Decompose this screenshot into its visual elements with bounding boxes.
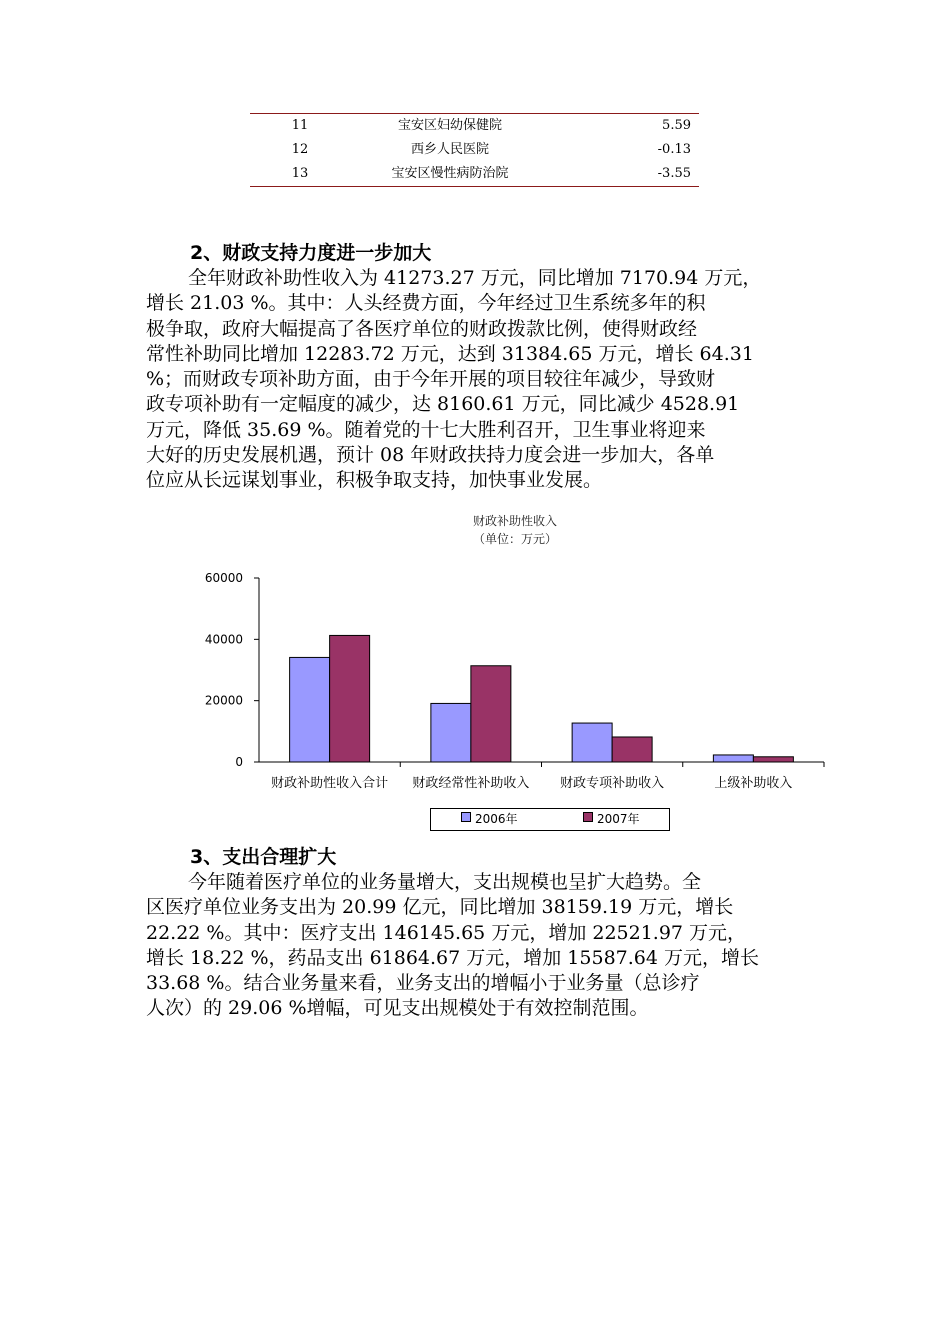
legend-label: 2007年 xyxy=(597,812,640,826)
hospital-name: 西乡人民医院 xyxy=(410,142,489,157)
hospital-name: 宝安区慢性病防治院 xyxy=(391,166,509,181)
paragraph-line: 常性补助同比增加 12283.72 万元，达到 31384.65 万元，增长 64.31 xyxy=(146,342,754,365)
row-value: -3.55 xyxy=(657,166,691,181)
paragraph-line: 22.22 %。其中：医疗支出 146145.65 万元，增加 22521.97 万元， xyxy=(146,921,747,944)
section3-heading: 3、支出合理扩大 xyxy=(190,846,337,868)
paragraph-line: 33.68 %。结合业务量来看，业务支出的增幅小于业务量（总诊疗 xyxy=(146,972,700,995)
chart-subtitle: （单位：万元） xyxy=(472,532,557,546)
table-row xyxy=(250,114,699,138)
paragraph-line: 万元，降低 35.69 %。随着党的十七大胜利召开，卫生事业将迎来 xyxy=(146,418,706,441)
legend-swatch xyxy=(583,812,593,822)
ranking-table xyxy=(250,113,699,187)
paragraph-line: 极争取，政府大幅提高了各医疗单位的财政拨款比例，使得财政经 xyxy=(146,317,698,340)
paragraph-line: 今年随着医疗单位的业务量增大，支出规模也呈扩大趋势。全 xyxy=(188,871,702,893)
paragraph-line: %；而财政专项补助方面，由于今年开展的项目较往年减少，导致财 xyxy=(146,368,716,391)
row-value: -0.13 xyxy=(657,142,691,157)
bar xyxy=(330,635,370,762)
y-tick-label: 20000 xyxy=(204,693,243,708)
bar xyxy=(431,703,471,762)
section2-heading: 2、财政支持力度进一步加大 xyxy=(190,242,432,264)
bar-chart xyxy=(190,560,840,800)
bar xyxy=(572,723,612,762)
paragraph-line: 政专项补助有一定幅度的减少，达 8160.61 万元，同比减少 4528.91 xyxy=(146,393,740,416)
y-tick-label: 60000 xyxy=(204,571,243,585)
hospital-name: 宝安区妇幼保健院 xyxy=(397,118,502,133)
paragraph-line: 增长 21.03 %。其中：人头经费方面，今年经过卫生系统多年的积 xyxy=(146,292,706,315)
y-tick-label: 0 xyxy=(235,755,243,769)
x-tick-label: 财政专项补助收入 xyxy=(560,776,665,791)
section2-paragraph xyxy=(146,266,811,494)
paragraph-line: 区医疗单位业务支出为 20.99 亿元，同比增加 38159.19 万元，增长 xyxy=(146,896,734,919)
row-number: 13 xyxy=(291,166,309,181)
bar xyxy=(612,737,652,762)
chart-legend xyxy=(430,808,670,831)
row-value: 5.59 xyxy=(662,118,691,133)
table-row xyxy=(250,162,699,186)
legend-item xyxy=(461,812,518,826)
bar xyxy=(471,666,511,762)
chart-title: 财政补助性收入 xyxy=(472,514,557,528)
paragraph-line: 大好的历史发展机遇，预计 08 年财政扶持力度会进一步加大，各单 xyxy=(146,444,715,467)
paragraph-line: 人次）的 29.06 %增幅，可见支出规模处于有效控制范围。 xyxy=(146,997,649,1020)
legend-label: 2006年 xyxy=(475,812,518,826)
x-tick-label: 上级补助收入 xyxy=(714,776,793,791)
row-number: 11 xyxy=(291,118,309,133)
legend-swatch xyxy=(461,812,471,822)
paragraph-line: 增长 18.22 %，药品支出 61864.67 万元，增加 15587.64 万元，增长 xyxy=(146,946,760,969)
bar xyxy=(753,757,793,762)
paragraph-line: 全年财政补助性收入为 41273.27 万元，同比增加 7170.94 万元， xyxy=(188,267,762,289)
legend-item xyxy=(583,812,640,826)
x-tick-label: 财政补助性收入合计 xyxy=(271,776,389,791)
row-number: 12 xyxy=(291,142,309,157)
bar xyxy=(713,755,753,762)
section3-paragraph xyxy=(146,870,811,1022)
y-tick-label: 40000 xyxy=(204,632,243,647)
x-tick-label: 财政经常性补助收入 xyxy=(412,776,530,791)
paragraph-line: 位应从长远谋划事业，积极争取支持，加快事业发展。 xyxy=(146,469,603,492)
table-row xyxy=(250,138,699,162)
bar xyxy=(290,657,330,762)
